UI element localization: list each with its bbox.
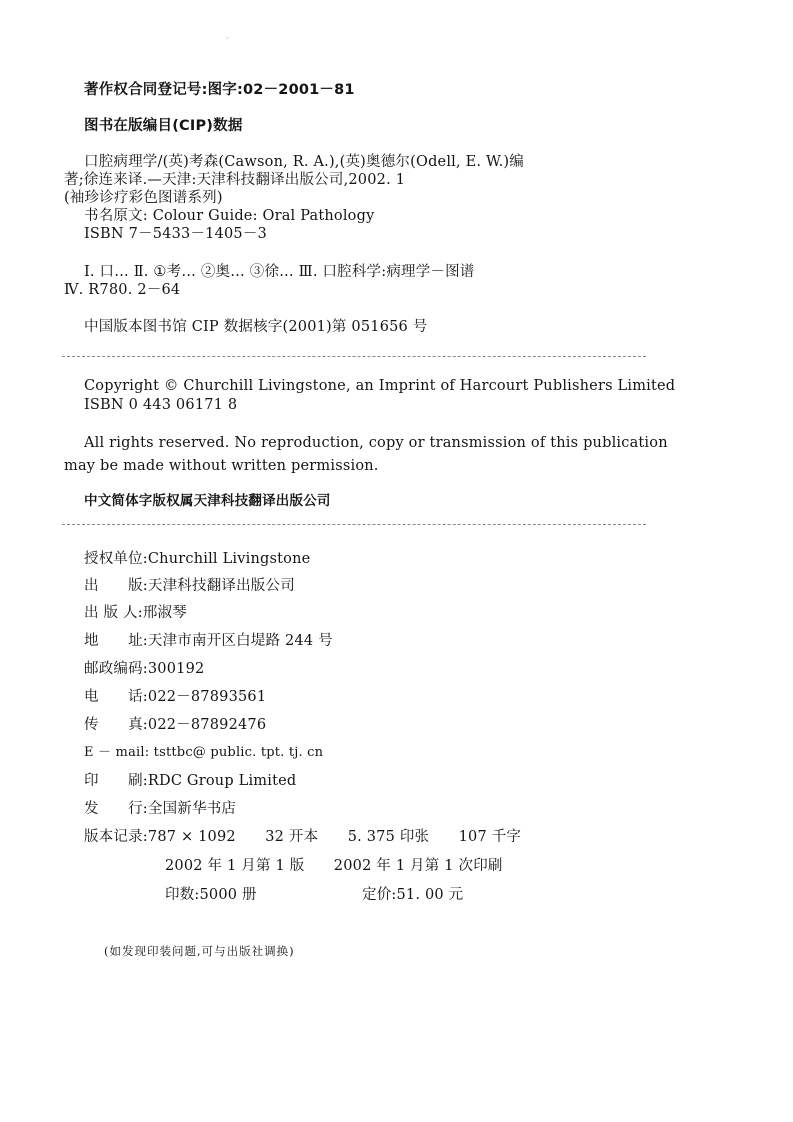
- fax-label: 传 真:: [84, 717, 148, 733]
- publisher-value: 天津科技翻译出版公司: [147, 578, 295, 594]
- email: E － mail: tsttbc@ public. tpt. tj. cn: [84, 745, 324, 760]
- cip-line-2: 著;徐连来译.—天津:天津科技翻译出版公司,2002. 1: [64, 172, 406, 188]
- edition-record-row: [84, 828, 521, 846]
- cip-line-4: 书名原文: Colour Guide: Oral Pathology: [84, 208, 375, 224]
- original-copyright: Copyright © Churchill Livingstone, an Imprint of Harcourt Publishers Limited: [84, 378, 676, 394]
- publisher-person-value: 邢淑琴: [142, 605, 187, 621]
- divider-2: [62, 524, 646, 525]
- footer-note: (如发现印装问题,可与出版社调换): [104, 944, 295, 958]
- cip-line-5: ISBN 7－5433－1405－3: [84, 226, 267, 242]
- fax-row: [84, 716, 266, 734]
- address-label: 地 址:: [84, 633, 148, 649]
- price: 定价:51. 00 元: [362, 887, 464, 903]
- phone-label: 电 话:: [84, 689, 148, 705]
- original-isbn: ISBN 0 443 06171 8: [84, 397, 238, 413]
- publisher-person-label: 出 版 人:: [84, 605, 143, 621]
- edition-value: 2002 年 1 月第 1 版 2002 年 1 月第 1 次印刷: [165, 858, 503, 874]
- cip-heading: 图书在版编目(CIP)数据: [84, 118, 243, 134]
- publisher-person-row: [84, 604, 187, 622]
- fax-value: 022－87892476: [147, 717, 267, 733]
- postcode: 邮政编码:300192: [84, 661, 205, 677]
- address-row: [84, 632, 333, 650]
- distributor-label: 发 行:: [84, 801, 148, 817]
- printer-row: [84, 772, 296, 790]
- chinese-rights: 中文简体字版权属天津科技翻译出版公司: [84, 493, 331, 509]
- phone-value: 022－87893561: [147, 689, 267, 705]
- distributor-value: 全国新华书店: [147, 801, 237, 817]
- divider-1: [62, 356, 646, 357]
- rights-line-1: All rights reserved. No reproduction, copy or transmission of this publication: [84, 435, 668, 451]
- format-value: 787 × 1092 32 开本 5. 375 印张 107 千字: [147, 829, 522, 845]
- publisher-label: 出 版:: [84, 578, 148, 594]
- edition-record-label: 版本记录:: [84, 829, 148, 845]
- copyright-registration: 著作权合同登记号:图字:02－2001－81: [84, 82, 355, 98]
- address-value: 天津市南开区白堤路 244 号: [147, 633, 333, 649]
- cip-line-7: Ⅳ. R780. 2－64: [64, 282, 181, 298]
- distributor-row: [84, 800, 236, 818]
- print-copies: 印数:5000 册: [165, 887, 257, 903]
- publisher-row: [84, 577, 295, 595]
- cip-line-1: 口腔病理学/(英)考森(Cawson, R. A.),(英)奥德尔(Odell, E. W.)编: [84, 154, 524, 170]
- printer-label: 印 刷:: [84, 773, 148, 789]
- scan-mark: ·: [226, 34, 229, 43]
- authorizer: 授权单位:Churchill Livingstone: [84, 551, 311, 567]
- rights-line-2: may be made without written permission.: [64, 458, 379, 474]
- cip-data-number: 中国版本图书馆 CIP 数据核字(2001)第 051656 号: [84, 319, 428, 335]
- cip-line-3: (袖珍诊疗彩色图谱系列): [64, 190, 223, 206]
- phone-row: [84, 688, 266, 706]
- cip-line-6: Ⅰ. 口… Ⅱ. ①考… ②奥… ③徐… Ⅲ. 口腔科学:病理学－图谱: [84, 264, 475, 280]
- printer-value: RDC Group Limited: [147, 773, 297, 789]
